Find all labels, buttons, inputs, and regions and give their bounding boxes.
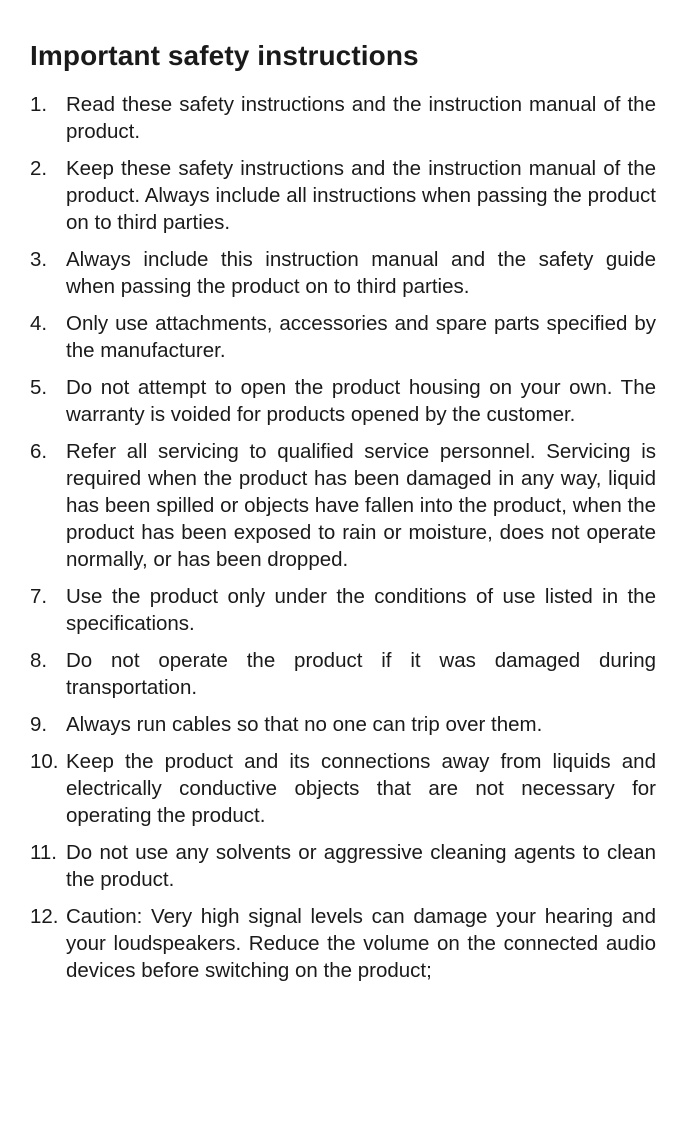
list-item [30, 374, 656, 428]
item-text: Always run cables so that no one can trip over them. [66, 713, 543, 736]
item-text: Do not operate the product if it was damaged during transportation. [66, 649, 656, 699]
page-title: Important safety instructions [30, 40, 419, 71]
item-text: Do not use any solvents or aggressive cleaning agents to clean the product. [66, 841, 656, 891]
item-number: 8. [30, 649, 48, 672]
list-item [30, 310, 656, 364]
list-item [30, 155, 656, 236]
item-number: 11. [30, 841, 57, 864]
item-text: Read these safety instructions and the instruction manual of the product. [66, 93, 656, 143]
list-item [30, 438, 656, 573]
item-text: Refer all servicing to qualified service personnel. Servicing is required when the product has been damaged in any way, liquid has been spilled or objects have fallen into the product, when the product has been exposed to rain or moisture, does not operate normally, or has been dropped. [66, 440, 656, 571]
list-item [30, 583, 656, 637]
list-item [30, 711, 656, 738]
page-bottom-margin [0, 1030, 681, 1122]
list-item [30, 91, 656, 145]
list-item [30, 903, 656, 984]
item-text: Keep the product and its connections away from liquids and electrically conductive objects that are not necessary for operating the product. [66, 750, 656, 827]
item-number: 1. [30, 93, 48, 116]
list-item [30, 748, 656, 829]
safety-instructions-list [30, 91, 656, 984]
item-text: Always include this instruction manual and the safety guide when passing the product on to third parties. [66, 248, 656, 298]
item-number: 3. [30, 248, 48, 271]
item-number: 5. [30, 376, 48, 399]
list-item [30, 839, 656, 893]
document-page [30, 36, 656, 1040]
list-item [30, 647, 656, 701]
item-number: 7. [30, 585, 48, 608]
item-text: Use the product only under the conditions of use listed in the specifications. [66, 585, 656, 635]
item-text: Do not attempt to open the product housing on your own. The warranty is voided for products opened by the customer. [66, 376, 656, 426]
item-text: Only use attachments, accessories and spare parts specified by the manufacturer. [66, 312, 656, 362]
item-text: Keep these safety instructions and the instruction manual of the product. Always include all instructions when passing the product on to third parties. [66, 157, 656, 234]
item-number: 2. [30, 157, 48, 180]
item-number: 4. [30, 312, 48, 335]
item-number: 6. [30, 440, 48, 463]
item-number: 10. [30, 750, 59, 773]
item-number: 12. [30, 905, 59, 928]
item-number: 9. [30, 713, 48, 736]
list-item [30, 246, 656, 300]
item-text: Caution: Very high signal levels can damage your hearing and your loudspeakers. Reduce the volume on the connected audio devices before switching on the product; [66, 905, 656, 982]
